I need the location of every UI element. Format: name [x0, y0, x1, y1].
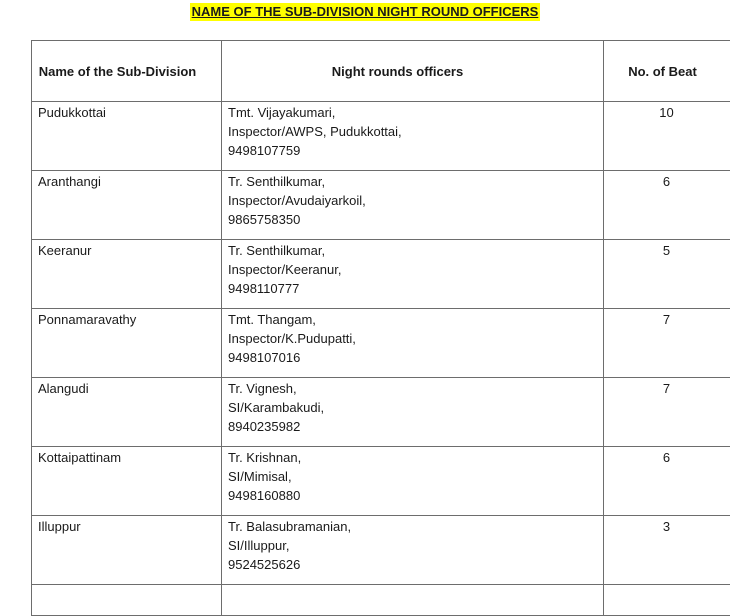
subdivision-cell — [32, 516, 222, 585]
officer-phone: 9498160880 — [228, 486, 598, 505]
subdivision-cell — [32, 309, 222, 378]
header-officers-label: Night rounds officers — [222, 62, 603, 81]
subdivision-name: Ponnamaravathy — [32, 309, 221, 329]
officer-name: Tr. Vignesh, — [228, 379, 598, 398]
officer-phone: 9524525626 — [228, 555, 598, 574]
subdivision-name: Alangudi — [32, 378, 221, 398]
beat-cell — [604, 102, 730, 171]
header-subdivision-line1: Name of the — [39, 64, 113, 79]
officer-cell — [222, 516, 604, 585]
beat-count: 7 — [604, 378, 730, 398]
officer-post: SI/Mimisal, — [228, 467, 598, 486]
beat-cell — [604, 378, 730, 447]
officer-name: Tr. Senthilkumar, — [228, 172, 598, 191]
header-subdivision — [32, 41, 222, 102]
beat-count: 6 — [604, 447, 730, 467]
officer-cell — [222, 378, 604, 447]
header-subdivision-line2: Sub-Division — [117, 64, 196, 79]
table-row — [32, 378, 730, 447]
officer-post: Inspector/Keeranur, — [228, 260, 598, 279]
subdivision-cell — [32, 240, 222, 309]
beat-count: 10 — [604, 102, 730, 122]
officer-name: Tmt. Thangam, — [228, 310, 598, 329]
officer-cell — [222, 240, 604, 309]
officer-phone: 9498107016 — [228, 348, 598, 367]
page-title: NAME OF THE SUB-DIVISION NIGHT ROUND OFFICERS — [190, 3, 541, 21]
subdivision-cell — [32, 378, 222, 447]
title-wrap — [0, 3, 730, 21]
header-beats — [604, 41, 730, 102]
header-officers — [222, 41, 604, 102]
officer-name: Tr. Krishnan, — [228, 448, 598, 467]
officer-phone: 8940235982 — [228, 417, 598, 436]
beat-count: 7 — [604, 309, 730, 329]
table-row — [32, 516, 730, 585]
subdivision-name: Kottaipattinam — [32, 447, 221, 467]
header-row — [32, 41, 730, 102]
night-round-table — [31, 40, 730, 616]
header-beats-label: No. of Beat — [604, 62, 730, 81]
subdivision-cell — [32, 102, 222, 171]
subdivision-name: Aranthangi — [32, 171, 221, 191]
total-row — [32, 585, 730, 616]
beat-cell — [604, 171, 730, 240]
beat-count: 6 — [604, 171, 730, 191]
subdivision-name: Pudukkottai — [32, 102, 221, 122]
officer-name: Tr. Senthilkumar, — [228, 241, 598, 260]
officer-name: Tmt. Vijayakumari, — [228, 103, 598, 122]
officer-post: Inspector/AWPS, Pudukkottai, — [228, 122, 598, 141]
table-row — [32, 102, 730, 171]
total-label-cell — [32, 585, 222, 616]
table-row — [32, 171, 730, 240]
officer-post: Inspector/Avudaiyarkoil, — [228, 191, 598, 210]
beat-cell — [604, 309, 730, 378]
officer-phone: 9865758350 — [228, 210, 598, 229]
beat-cell — [604, 447, 730, 516]
subdivision-cell — [32, 447, 222, 516]
subdivision-cell — [32, 171, 222, 240]
beat-count: 5 — [604, 240, 730, 260]
subdivision-name: Illuppur — [32, 516, 221, 536]
table-row — [32, 447, 730, 516]
officer-phone: 9498107759 — [228, 141, 598, 160]
table-row — [32, 240, 730, 309]
table-row — [32, 309, 730, 378]
officer-cell — [222, 447, 604, 516]
beat-cell — [604, 240, 730, 309]
officer-cell — [222, 171, 604, 240]
beat-cell — [604, 516, 730, 585]
officer-cell — [222, 102, 604, 171]
officer-cell — [222, 309, 604, 378]
subdivision-name: Keeranur — [32, 240, 221, 260]
officer-post: SI/Illuppur, — [228, 536, 598, 555]
total-value-cell — [604, 585, 730, 616]
officer-post: SI/Karambakudi, — [228, 398, 598, 417]
officer-phone: 9498110777 — [228, 279, 598, 298]
beat-count: 3 — [604, 516, 730, 536]
officer-post: Inspector/K.Pudupatti, — [228, 329, 598, 348]
total-empty-cell — [222, 585, 604, 616]
officer-name: Tr. Balasubramanian, — [228, 517, 598, 536]
